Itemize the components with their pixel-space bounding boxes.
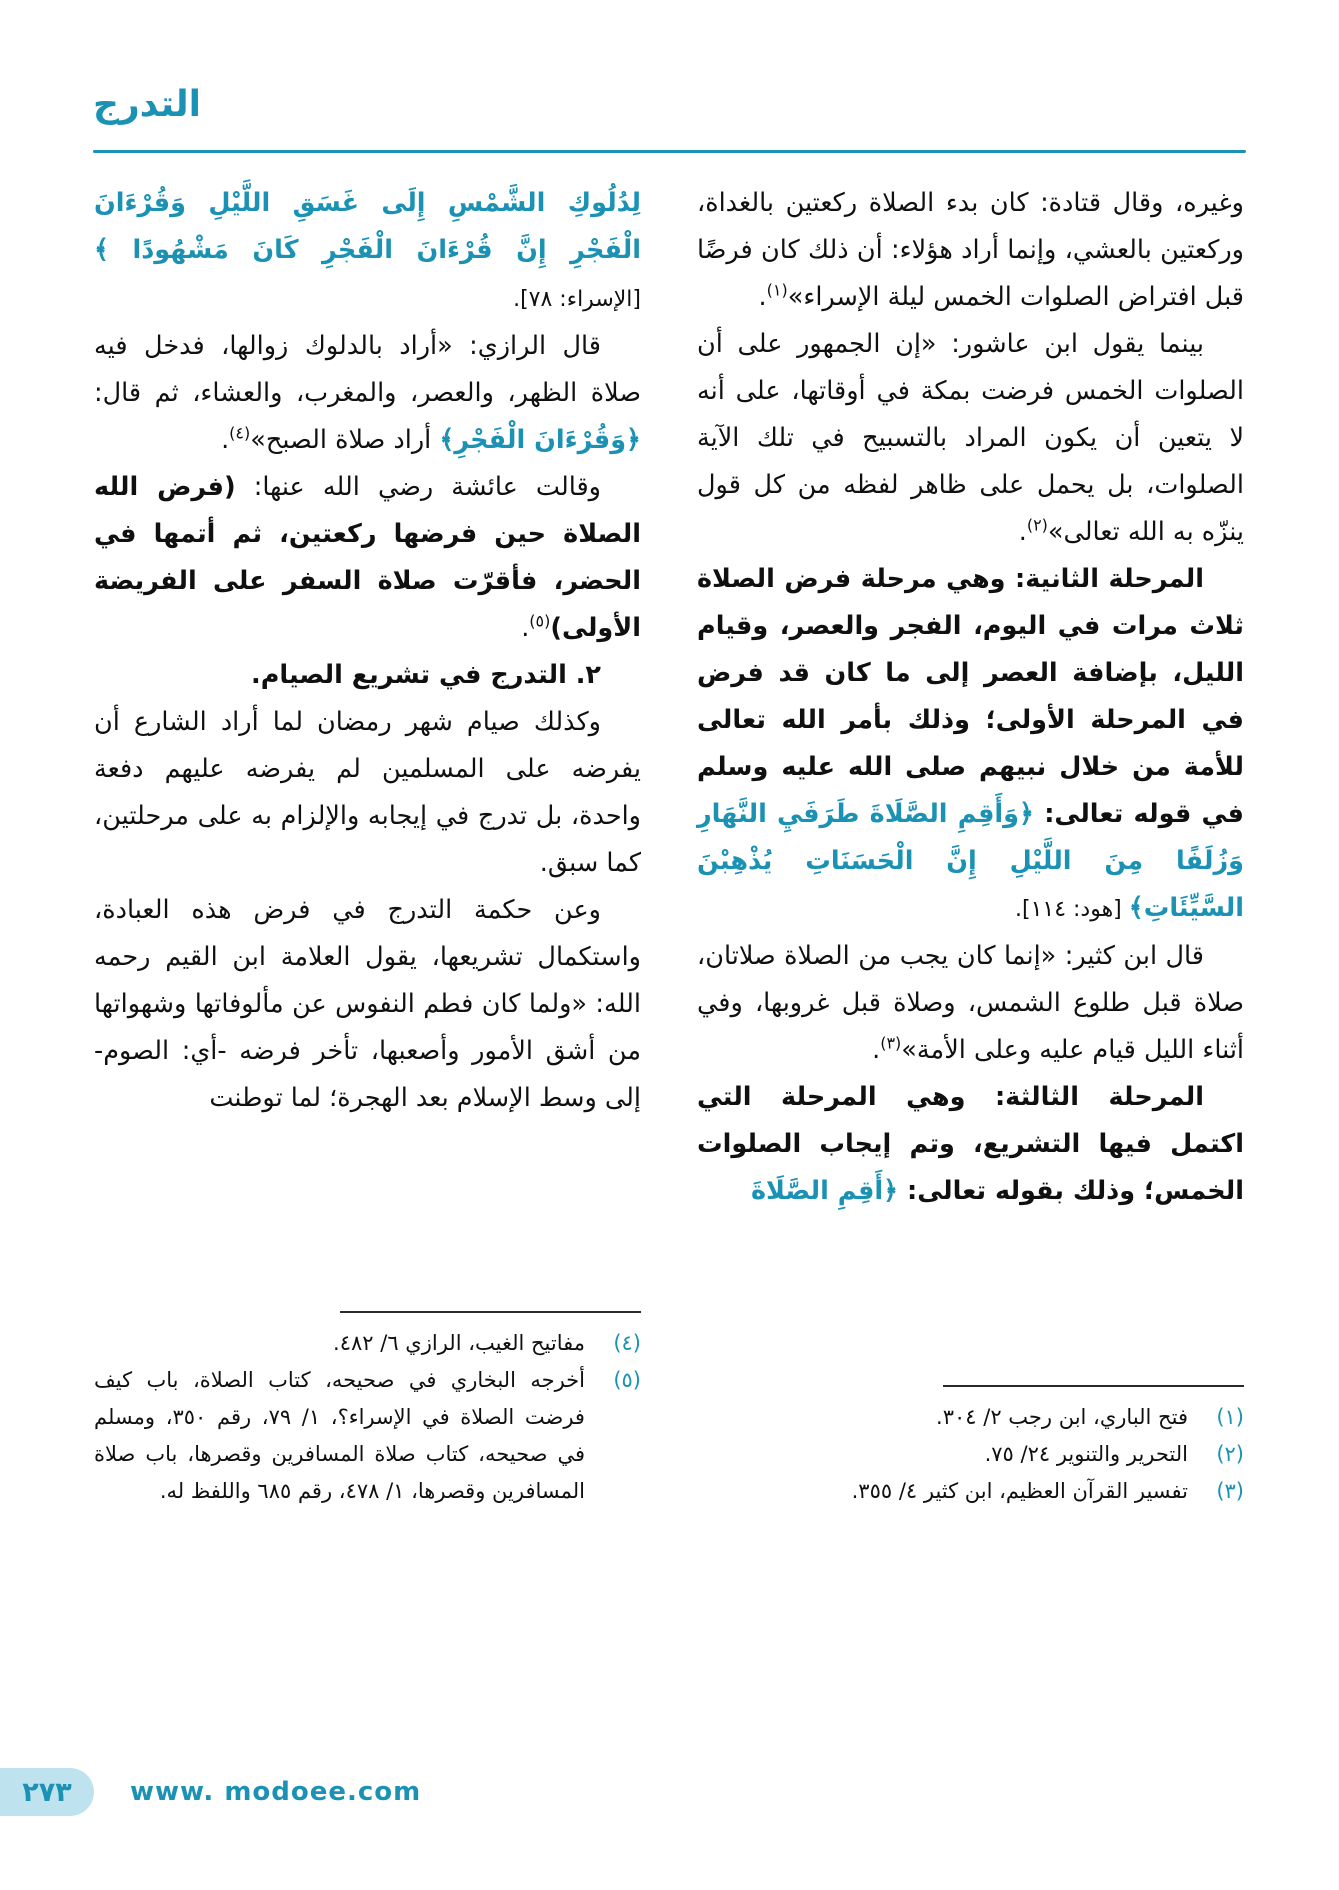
footnote-ref: (٥) — [529, 611, 551, 631]
paragraph — [697, 321, 1244, 556]
footnote-ref: (١) — [766, 280, 788, 300]
page-number-badge — [0, 1768, 94, 1816]
footnotes-block — [697, 1385, 1244, 1510]
footnote-text: مفاتيح الغيب، الرازي ٦/ ٤٨٢. — [333, 1331, 585, 1355]
footnote — [697, 1399, 1244, 1436]
paragraph — [697, 1074, 1244, 1215]
paragraph — [697, 933, 1244, 1074]
column-right — [697, 180, 1244, 1510]
body-text: . — [758, 282, 767, 312]
column-left — [94, 180, 641, 1510]
paragraph — [94, 699, 641, 887]
body-text: وقالت عائشة رضي الله عنها: — [235, 472, 602, 502]
body-text: قال الرازي: «أراد بالدلوك زوالها، فدخل فيه صلاة الظهر، والعصر، والمغرب، والعشاء، ثم قال: — [94, 331, 641, 408]
footnote-ref: (٣) — [880, 1033, 902, 1053]
footnote-text: أخرجه البخاري في صحيحه، كتاب الصلاة، باب كيف فرضت الصلاة في الإسراء؟، ١/ ٧٩، رقم ٣٥٠، ومسلم في صحيحه، كتاب صلاة المسافرين وقصرها، باب صلاة المسافرين وقصرها، ١/ ٤٧٨، رقم ٦٨٥ واللفظ له. — [94, 1368, 585, 1503]
footnote — [94, 1362, 641, 1510]
verse-reference: [الإسراء: ٧٨]. — [513, 287, 641, 312]
quran-verse: ﴿وَقُرْءَانَ الْفَجْرِ﴾ — [439, 425, 641, 455]
quran-verse: ﴿أَقِمِ الصَّلَاةَ — [751, 1176, 899, 1206]
footnote-marker: (٤) — [613, 1331, 641, 1355]
section-heading — [94, 652, 641, 699]
page-header-title: التدرج — [93, 84, 202, 125]
footnote-separator — [340, 1311, 641, 1313]
hadith-text: (فرض الله الصلاة حين فرضها ركعتين، ثم أتمها في الحضر، فأقرّت صلاة السفر على الفريضة الأولى) — [94, 472, 641, 643]
footnote-ref: (٢) — [1026, 515, 1048, 535]
body-text: وكذلك صيام شهر رمضان لما أراد الشارع أن يفرضه على المسلمين لم يفرضه عليهم دفعة واحدة، بل تدرج في إيجابه والإلزام به على مرحلتين، كما سبق. — [94, 707, 641, 878]
footnotes-block — [94, 1311, 641, 1510]
paragraph — [94, 323, 641, 464]
body-text: . — [872, 1035, 881, 1065]
body-text: وعن حكمة التدرج في فرض هذه العبادة، واستكمال تشريعها، يقول العلامة ابن القيم رحمه الله: «ولما كان فطم النفوس عن مألوفاتها وشهواتها من أشق الأمور وأصعبها، تأخر فرضه -أي: الصوم- إلى وسط الإسلام بعد الهجرة؛ لما توطنت — [94, 895, 641, 1113]
paragraph — [697, 556, 1244, 933]
body-text: وغيره، وقال قتادة: كان بدء الصلاة ركعتين بالغداة، وركعتين بالعشي، وإنما أراد هؤلاء: أن ذلك كان فرضًا قبل افتراض الصلوات الخمس ليلة الإسراء» — [697, 188, 1244, 312]
body-text: وهي مرحلة فرض الصلاة ثلاث مرات في اليوم، الفجر والعصر، وقيام الليل، بإضافة العصر إلى ما كان قد فرض في المرحلة الأولى؛ وذلك بأمر الله تعالى للأمة من خلال نبيهم صلى الله عليه وسلم في قوله تعالى: — [697, 564, 1244, 829]
website-link[interactable]: www. modoee.com — [130, 1777, 422, 1807]
footnote — [697, 1436, 1244, 1473]
paragraph — [94, 887, 641, 1122]
stage-heading: المرحلة الثانية: — [1015, 564, 1204, 594]
body-text: . — [221, 425, 230, 455]
two-column-content — [94, 180, 1244, 1510]
body-text: قال ابن كثير: «إنما كان يجب من الصلاة صلاتان، صلاة قبل طلوع الشمس، وصلاة قبل غروبها، وفي أثناء الليل قيام عليه وعلى الأمة» — [697, 941, 1244, 1065]
body-text: أراد صلاة الصبح» — [250, 425, 440, 455]
footnote-marker: (١) — [1216, 1405, 1244, 1429]
paragraph — [94, 464, 641, 652]
footnote-text: تفسير القرآن العظيم، ابن كثير ٤/ ٣٥٥. — [851, 1479, 1188, 1503]
header-rule — [93, 150, 1246, 153]
footnote-marker: (٥) — [613, 1368, 641, 1392]
verse-reference: [هود: ١١٤]. — [1014, 897, 1129, 922]
footnote-separator — [943, 1385, 1244, 1387]
body-text: وهي المرحلة التي اكتمل فيها التشريع، وتم إيجاب الصلوات الخمس؛ وذلك بقوله تعالى: — [697, 1082, 1244, 1206]
body-text: . — [1018, 517, 1027, 547]
paragraph — [697, 180, 1244, 321]
footnote-ref: (٤) — [229, 423, 251, 443]
section-heading-text: ٢. التدرج في تشريع الصيام. — [251, 660, 601, 690]
body-text: . — [521, 613, 530, 643]
footnote — [94, 1325, 641, 1362]
footnote-marker: (٢) — [1216, 1442, 1244, 1466]
paragraph — [94, 180, 641, 323]
body-text: بينما يقول ابن عاشور: «إن الجمهور على أن الصلوات الخمس فرضت بمكة في أوقاتها، على أنه لا يتعين أن يكون المراد بالتسبيح في تلك الآية الصلوات، بل يحمل على ظاهر لفظه من كل قول ينزّه به الله تعالى» — [697, 329, 1244, 547]
footnote-text: فتح الباري، ابن رجب ٢/ ٣٠٤. — [936, 1405, 1188, 1429]
stage-heading: المرحلة الثالثة: — [994, 1082, 1204, 1112]
footnote — [697, 1473, 1244, 1510]
page-number: ٢٧٣ — [22, 1776, 72, 1808]
footnote-text: التحرير والتنوير ٢٤/ ٧٥. — [984, 1442, 1188, 1466]
quran-verse: لِدُلُوكِ الشَّمْسِ إِلَى غَسَقِ اللَّيْلِ وَقُرْءَانَ الْفَجْرِ إِنَّ قُرْءَانَ الْفَجْرِ كَانَ مَشْهُودًا ﴾ — [94, 188, 641, 265]
quran-verse: ﴿وَأَقِمِ الصَّلَاةَ طَرَفَيِ النَّهَارِ وَزُلَفًا مِنَ اللَّيْلِ إِنَّ الْحَسَنَاتِ يُذْهِبْنَ السَّيِّئَاتِ﴾ — [697, 799, 1244, 923]
footnote-marker: (٣) — [1216, 1479, 1244, 1503]
